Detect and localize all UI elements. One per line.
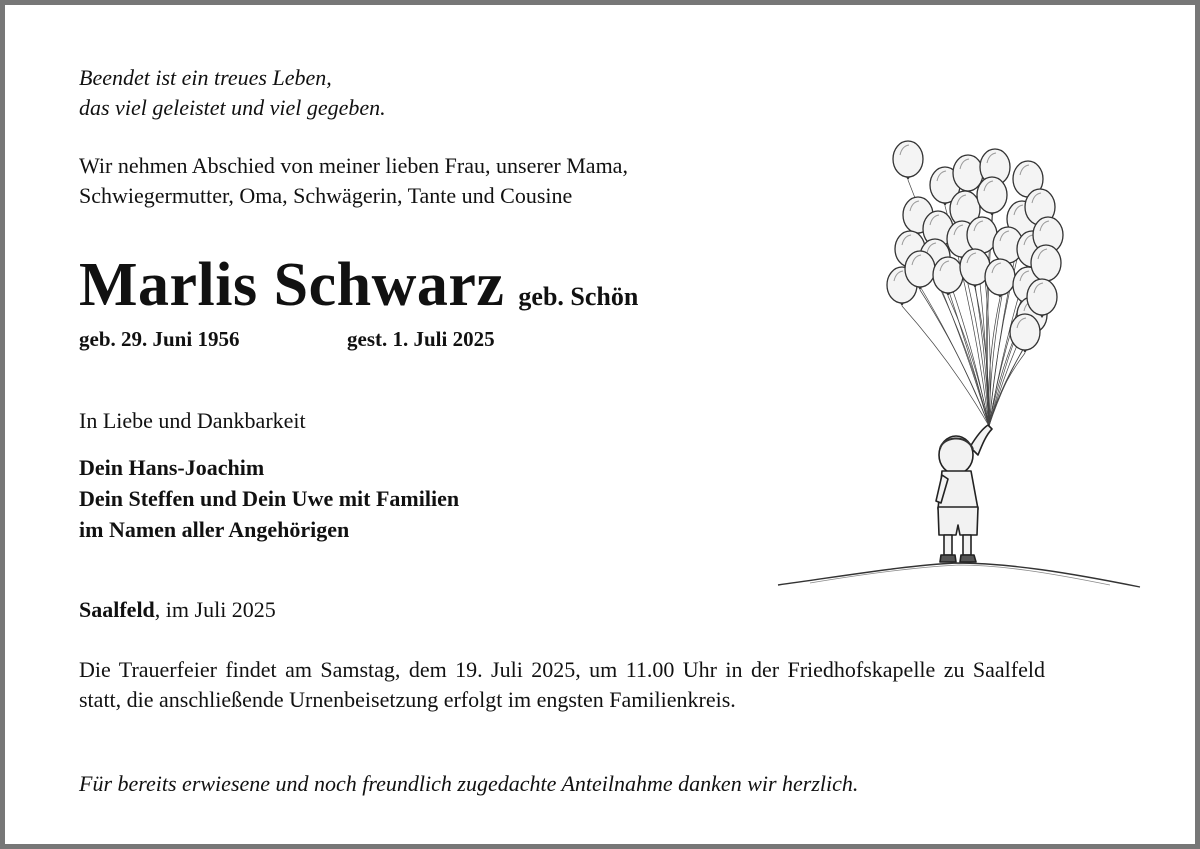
intro-line-2: Schwiegermutter, Oma, Schwägerin, Tante und Cousine [79, 183, 573, 208]
intro-line-1: Wir nehmen Abschied von meiner lieben Frau, unserer Mama, [79, 153, 628, 178]
mourners-list [79, 452, 459, 545]
deceased-name-line [79, 253, 638, 317]
life-dates [79, 325, 495, 353]
mourner-line: Dein Hans-Joachim [79, 455, 265, 480]
child-figure [936, 425, 992, 562]
mourner-line: Dein Steffen und Dein Uwe mit Familien [79, 486, 460, 511]
ground-hill [778, 563, 1140, 587]
maiden-name: geb. Schön [518, 282, 639, 311]
verse-line-2: das viel geleistet und viel gegeben. [79, 95, 386, 120]
place-date: , im Juli 2025 [154, 597, 276, 622]
death-date: gest. 1. Juli 2025 [347, 327, 495, 351]
child-with-balloons-icon [770, 137, 1155, 597]
mourner-line: im Namen aller Angehörigen [79, 517, 350, 542]
deceased-name: Marlis Schwarz [79, 251, 505, 319]
memorial-verse [79, 63, 386, 123]
funeral-notice: Die Trauerfeier findet am Samstag, dem 19. Juli 2025, um 11.00 Uhr in der Friedhofskapelle zu Saalfeld statt, die anschließende Urnenbeisetzung erfolgt im engsten Familienkreis. [79, 657, 1045, 712]
place-city: Saalfeld [79, 597, 155, 622]
place-and-date [79, 595, 276, 625]
farewell-intro [79, 151, 628, 211]
closing-phrase: In Liebe und Dankbarkeit [79, 408, 306, 433]
thanks-line: Für bereits erwiesene und noch freundlich zugedachte Anteilnahme danken wir herzlich. [79, 771, 859, 796]
verse-line-1: Beendet ist ein treues Leben, [79, 65, 332, 90]
birth-date: geb. 29. Juni 1956 [79, 327, 240, 351]
balloons [887, 141, 1063, 353]
